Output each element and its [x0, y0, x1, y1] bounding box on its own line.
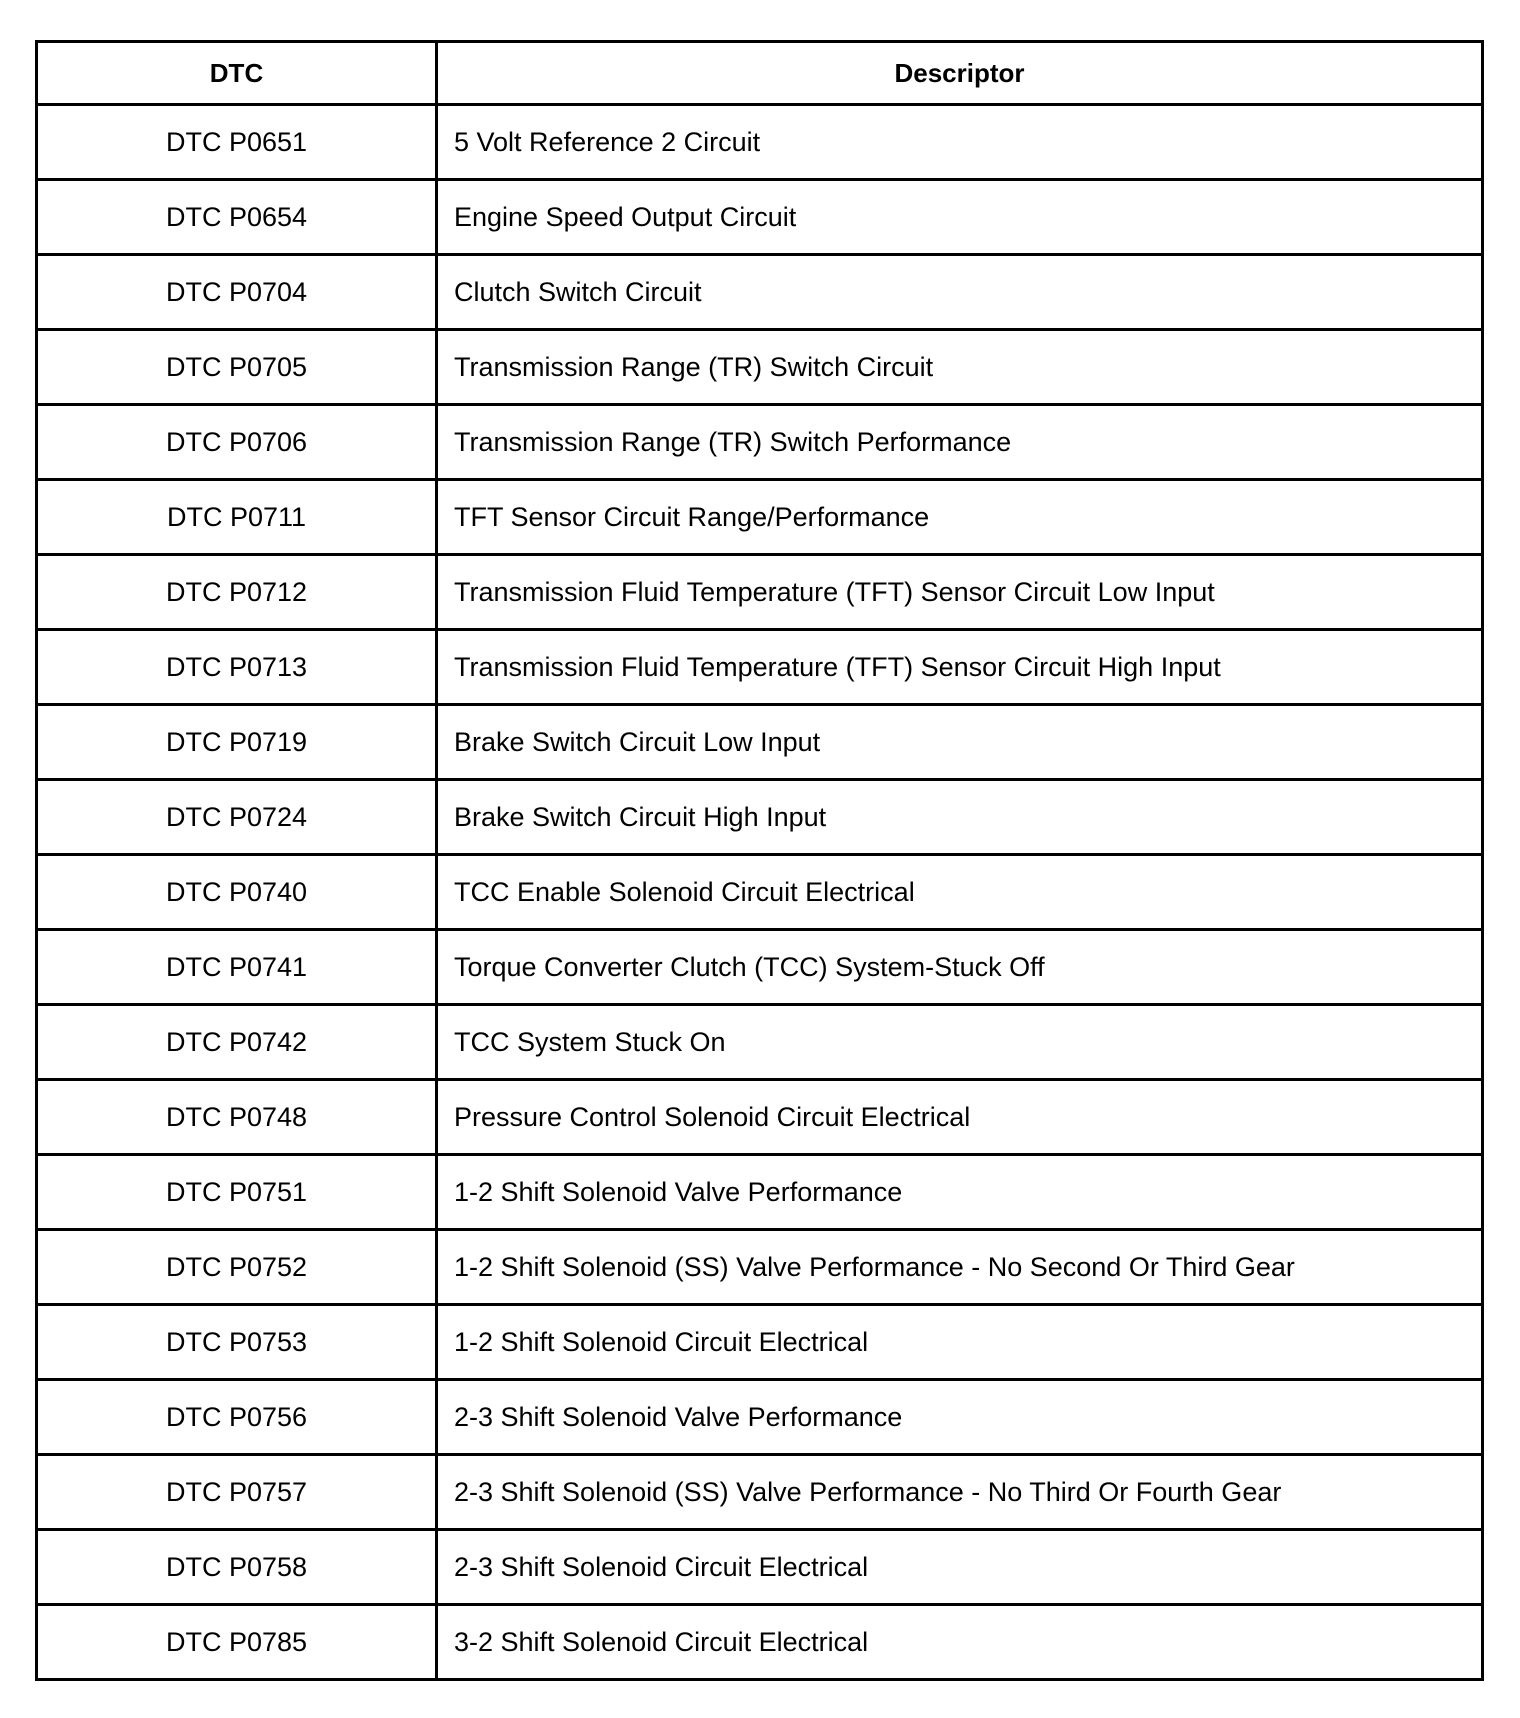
table-row — [37, 1230, 1483, 1305]
dtc-code-cell: DTC P0651 — [37, 105, 437, 180]
table-row — [37, 480, 1483, 555]
table-row — [37, 705, 1483, 780]
dtc-code-cell: DTC P0757 — [37, 1455, 437, 1530]
table-row — [37, 1080, 1483, 1155]
table-row — [37, 1155, 1483, 1230]
descriptor-cell: 1-2 Shift Solenoid (SS) Valve Performance - No Second Or Third Gear — [437, 1230, 1483, 1305]
dtc-code-cell: DTC P0654 — [37, 180, 437, 255]
dtc-code-cell: DTC P0752 — [37, 1230, 437, 1305]
dtc-code-cell: DTC P0785 — [37, 1605, 437, 1680]
header-descriptor: Descriptor — [437, 42, 1483, 105]
descriptor-cell: TCC System Stuck On — [437, 1005, 1483, 1080]
table-row — [37, 780, 1483, 855]
table-row — [37, 105, 1483, 180]
descriptor-cell: 2-3 Shift Solenoid Circuit Electrical — [437, 1530, 1483, 1605]
dtc-code-cell: DTC P0712 — [37, 555, 437, 630]
dtc-code-cell: DTC P0753 — [37, 1305, 437, 1380]
table-row — [37, 555, 1483, 630]
dtc-code-cell: DTC P0713 — [37, 630, 437, 705]
dtc-code-cell: DTC P0705 — [37, 330, 437, 405]
descriptor-cell: Pressure Control Solenoid Circuit Electrical — [437, 1080, 1483, 1155]
dtc-code-cell: DTC P0719 — [37, 705, 437, 780]
table-row — [37, 255, 1483, 330]
header-dtc: DTC — [37, 42, 437, 105]
table-row — [37, 1305, 1483, 1380]
descriptor-cell: Brake Switch Circuit Low Input — [437, 705, 1483, 780]
descriptor-cell: Engine Speed Output Circuit — [437, 180, 1483, 255]
dtc-code-cell: DTC P0724 — [37, 780, 437, 855]
descriptor-cell: Transmission Fluid Temperature (TFT) Sensor Circuit High Input — [437, 630, 1483, 705]
dtc-code-cell: DTC P0748 — [37, 1080, 437, 1155]
table-row — [37, 855, 1483, 930]
table-row — [37, 405, 1483, 480]
dtc-code-cell: DTC P0751 — [37, 1155, 437, 1230]
table-row — [37, 630, 1483, 705]
descriptor-cell: 2-3 Shift Solenoid Valve Performance — [437, 1380, 1483, 1455]
header-row — [37, 42, 1483, 105]
descriptor-cell: TFT Sensor Circuit Range/Performance — [437, 480, 1483, 555]
descriptor-cell: 1-2 Shift Solenoid Valve Performance — [437, 1155, 1483, 1230]
table-row — [37, 1005, 1483, 1080]
descriptor-cell: TCC Enable Solenoid Circuit Electrical — [437, 855, 1483, 930]
dtc-code-cell: DTC P0758 — [37, 1530, 437, 1605]
dtc-code-cell: DTC P0756 — [37, 1380, 437, 1455]
table-row — [37, 1530, 1483, 1605]
descriptor-cell: Torque Converter Clutch (TCC) System-Stuck Off — [437, 930, 1483, 1005]
table-row — [37, 330, 1483, 405]
descriptor-cell: Transmission Range (TR) Switch Performance — [437, 405, 1483, 480]
descriptor-cell: 3-2 Shift Solenoid Circuit Electrical — [437, 1605, 1483, 1680]
table-row — [37, 1455, 1483, 1530]
dtc-code-cell: DTC P0741 — [37, 930, 437, 1005]
descriptor-cell: 2-3 Shift Solenoid (SS) Valve Performance - No Third Or Fourth Gear — [437, 1455, 1483, 1530]
table-row — [37, 180, 1483, 255]
dtc-code-cell: DTC P0711 — [37, 480, 437, 555]
descriptor-cell: 1-2 Shift Solenoid Circuit Electrical — [437, 1305, 1483, 1380]
descriptor-cell: Transmission Range (TR) Switch Circuit — [437, 330, 1483, 405]
dtc-code-cell: DTC P0706 — [37, 405, 437, 480]
dtc-code-cell: DTC P0704 — [37, 255, 437, 330]
descriptor-cell: Brake Switch Circuit High Input — [437, 780, 1483, 855]
dtc-code-cell: DTC P0742 — [37, 1005, 437, 1080]
descriptor-cell: Clutch Switch Circuit — [437, 255, 1483, 330]
dtc-table — [35, 40, 1484, 1681]
descriptor-cell: Transmission Fluid Temperature (TFT) Sensor Circuit Low Input — [437, 555, 1483, 630]
table-row — [37, 1380, 1483, 1455]
table-row — [37, 930, 1483, 1005]
table-row — [37, 1605, 1483, 1680]
descriptor-cell: 5 Volt Reference 2 Circuit — [437, 105, 1483, 180]
dtc-code-cell: DTC P0740 — [37, 855, 437, 930]
